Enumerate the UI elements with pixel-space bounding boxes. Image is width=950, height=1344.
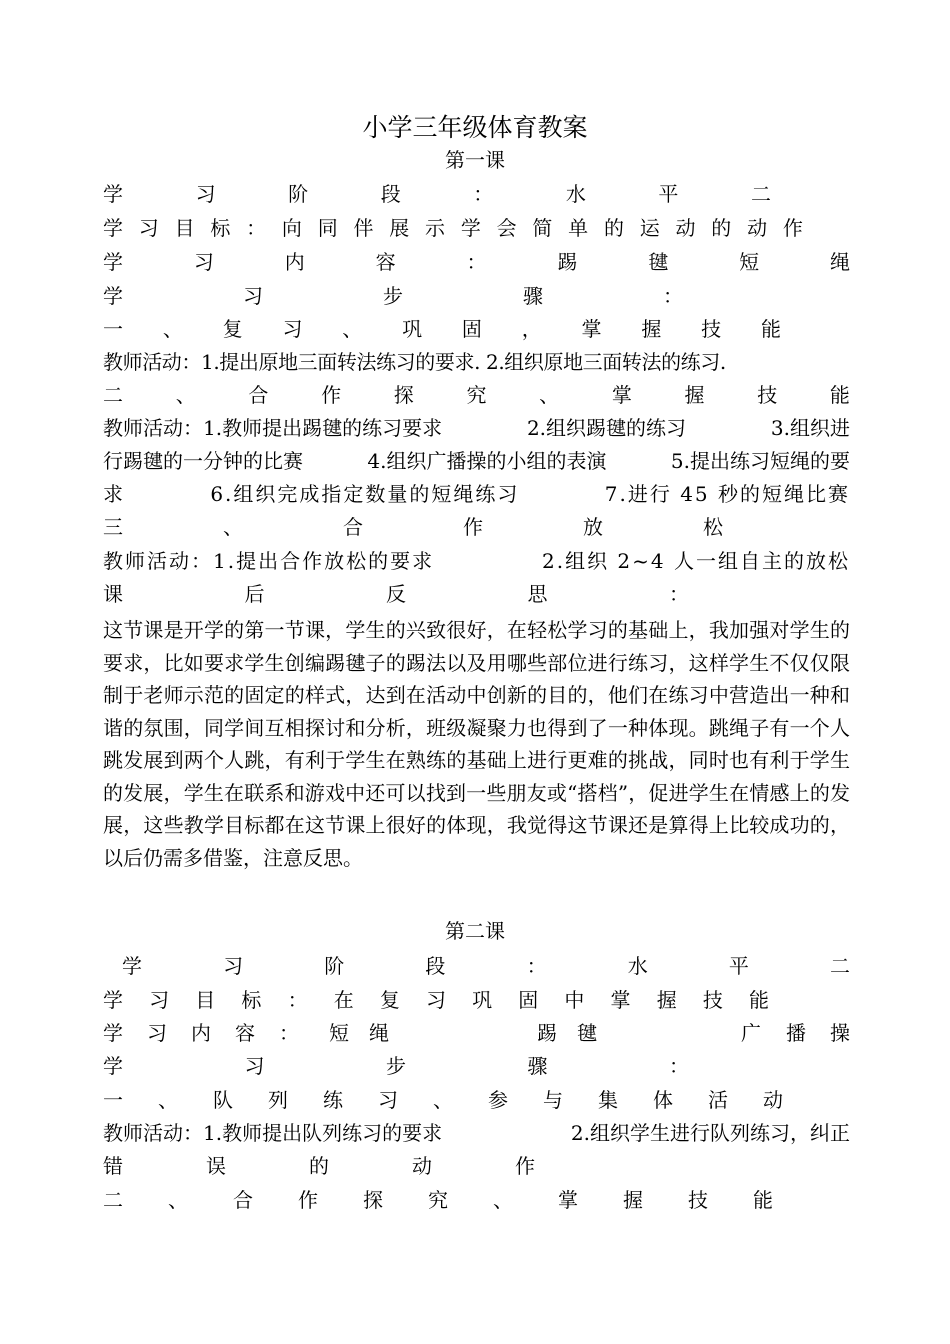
document-title: 小学三年级体育教案 — [362, 113, 588, 142]
lesson-1-part-2-title: 二 、 合 作 探 究 、 掌 握 技 能 — [103, 383, 850, 407]
lesson-1-part-3-teacher-activity: 教师活动：1.提出合作放松的要求 2.组织 2~4 人一组自主的放松 — [103, 549, 850, 573]
lesson-2-part-1-teacher-line-2: 错 误 的 动 作 — [103, 1154, 535, 1178]
lesson-2-steps-label: 学 习 步 骤 ： — [103, 1054, 689, 1078]
lesson-1-goal: 学 习 目 标 ： 向 同 伴 展 示 学 会 简 单 的 运 动 的 动 作 — [103, 216, 803, 240]
lesson-1-content: 学 习 内 容 ： 踢 毽 短 绳 — [103, 250, 850, 274]
lesson-1-part-2-teacher-line-1: 教师活动：1.教师提出踢毽的练习要求 2.组织踢毽的练习 3.组织进 — [103, 416, 850, 440]
lesson-1-part-2-teacher-line-3: 求 6.组织完成指定数量的短绳练习 7.进行 45 秒的短绳比赛 — [103, 482, 850, 506]
lesson-2-heading: 第二课 — [445, 919, 505, 943]
lesson-1-part-1-title: 一 、 复 习 、 巩 固 ， 掌 握 技 能 — [103, 317, 781, 341]
lesson-2-stage: 学 习 阶 段 ： 水 平 二 — [122, 954, 850, 978]
lesson-2-part-2-title: 二 、 合 作 探 究 、 掌 握 技 能 — [103, 1188, 773, 1212]
lesson-2-content: 学 习 内 容 ： 短 绳 踢 毽 广 播 操 — [103, 1021, 850, 1045]
lesson-2-part-1-teacher-line-1: 教师活动：1.教师提出队列练习的要求 2.组织学生进行队列练习，纠正 — [103, 1121, 850, 1145]
lesson-1-part-3-title: 三 、 合 作 放 松 — [103, 515, 723, 539]
lesson-1-reflection-label: 课 后 反 思 ： — [103, 582, 689, 606]
lesson-1-steps-label: 学 习 步 骤 ： — [103, 284, 683, 308]
lesson-1-part-2-teacher-line-2: 行踢毽的一分钟的比赛 4.组织广播操的小组的表演 5.提出练习短绳的要 — [103, 449, 850, 473]
lesson-2-goal: 学 习 目 标 ： 在 复 习 巩 固 中 掌 握 技 能 — [103, 988, 769, 1012]
lesson-1-reflection-text: 这节课是开学的第一节课，学生的兴致很好，在轻松学习的基础上，我加强对学生的要求，比如要求学生创编踢毽子的踢法以及用哪些部位进行练习，这样学生不仅仅限制于老师示范的固定的样式，达到在活动中创新的目的，他们在练习中营造出一种和谐的氛围，同学间互相探讨和分析，班级凝聚力也得到了一种体现。跳绳子有一个人跳发展到两个人跳，有利于学生在熟练的基础上进行更难的挑战，同时也有利于学生的发展，学生在联系和游戏中还可以找到一些朋友或“搭档”，促进学生在情感上的发展，这些教学目标都在这节课上很好的体现，我觉得这节课还是算得上比较成功的，以后仍需多借鉴，注意反思。 — [103, 618, 850, 870]
lesson-1-part-1-teacher-activity: 教师活动：1.提出原地三面转法练习的要求. 2.组织原地三面转法的练习. — [103, 350, 726, 374]
lesson-1-heading: 第一课 — [445, 148, 505, 172]
lesson-2-part-1-title: 一 、 队 列 练 习 、 参 与 集 体 活 动 — [103, 1088, 783, 1112]
lesson-1-stage: 学 习 阶 段 ： 水 平 二 — [103, 182, 771, 206]
